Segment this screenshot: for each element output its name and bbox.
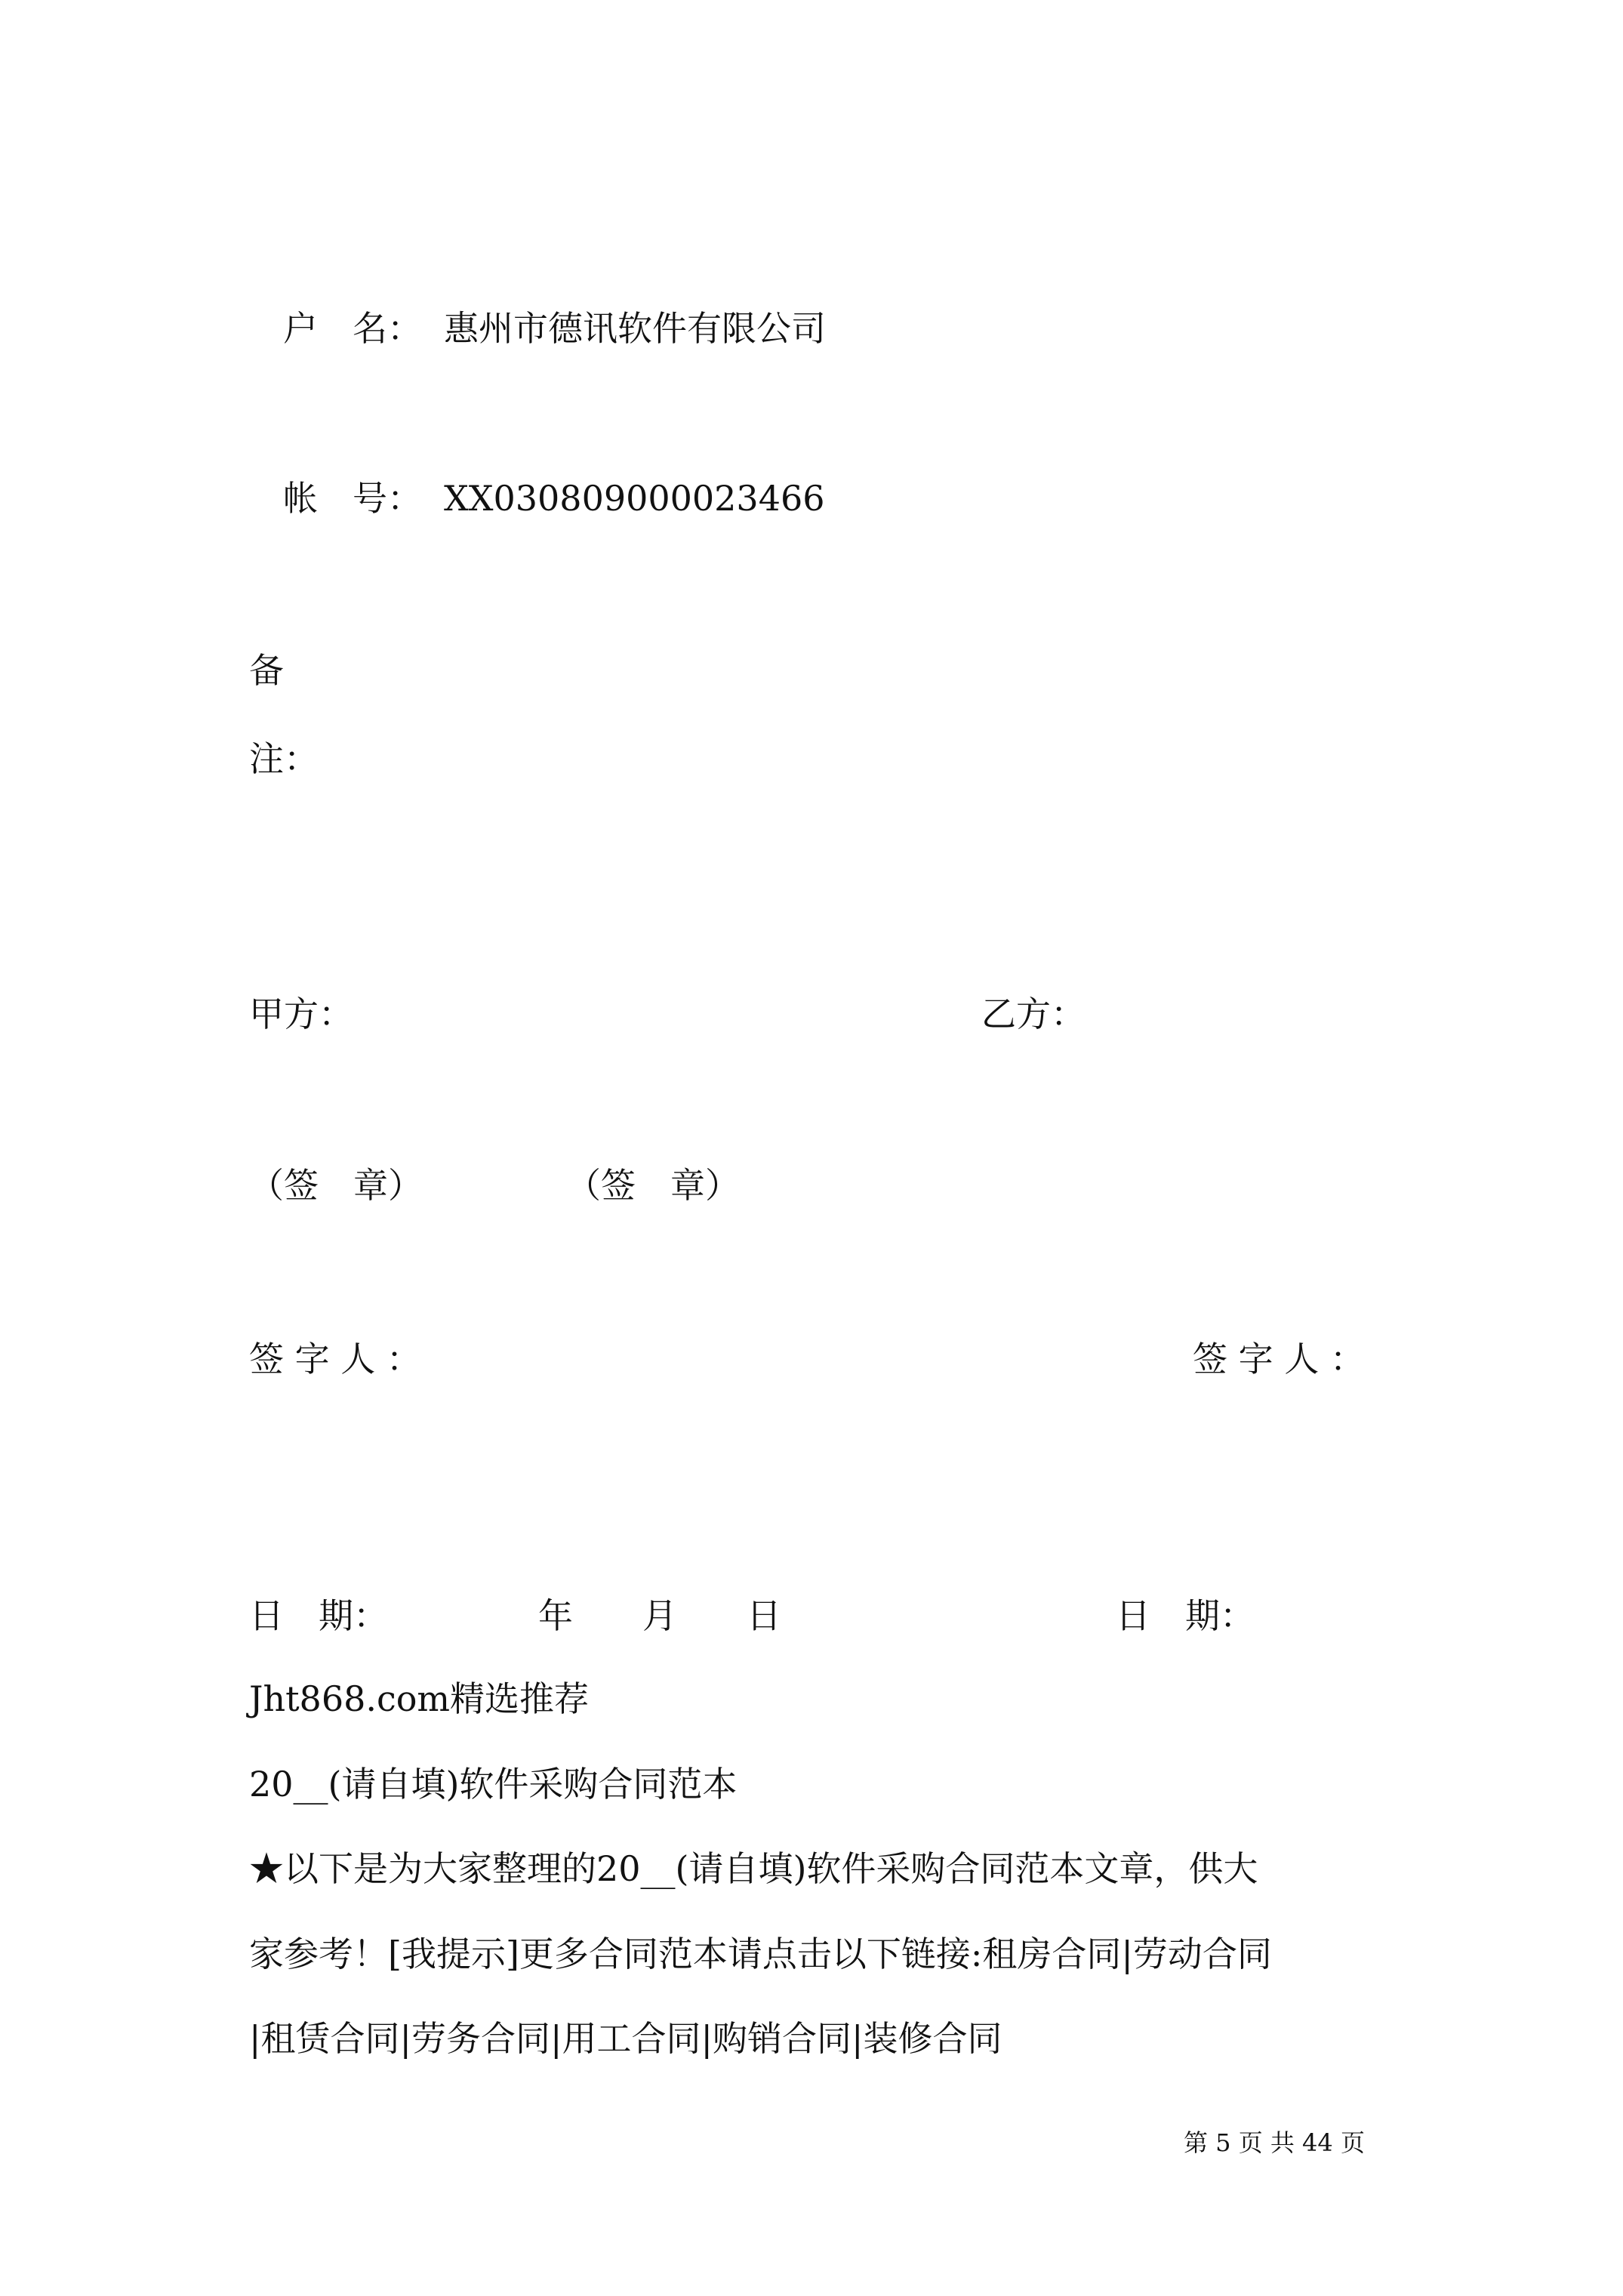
signer-b: 签 字 人 ： (1193, 1339, 1365, 1379)
recommend-site: Jht868.com精选推荐 (249, 1678, 590, 1719)
remarks-char-1: 备 (249, 650, 284, 691)
account-name-label: 户 名： (283, 308, 422, 349)
party-b-label: 乙方： (981, 994, 1086, 1034)
account-name-value: 惠州市德讯软件有限公司 (444, 308, 826, 349)
account-number-label: 帐 号： (283, 478, 422, 519)
party-a-label: 甲方： (249, 994, 353, 1034)
account-number-value: XX030809000023466 (444, 478, 825, 519)
date-fields: 年 月 日 (538, 1595, 781, 1636)
page-footer: 第 5 页 共 44 页 (1184, 2128, 1365, 2157)
recommend-line-3: |租赁合同|劳务合同|用工合同|购销合同|装修合同 (249, 2018, 1002, 2059)
recommend-line-2: 家参考！[我提示]更多合同范本请点击以下链接:租房合同|劳动合同 (249, 1934, 1272, 1974)
date-b-label: 日 期： (1116, 1595, 1255, 1636)
date-a-label: 日 期： (249, 1595, 388, 1636)
seal-b: （签 章） (566, 1165, 740, 1206)
seal-a: （签 章） (249, 1165, 423, 1206)
signer-a: 签 字 人 ： (249, 1339, 421, 1379)
remarks-char-2: 注： (249, 738, 319, 779)
recommend-title: 20__(请自填)软件采购合同范本 (249, 1764, 738, 1804)
recommend-line-1: ★以下是为大家整理的20__(请自填)软件采购合同范本文章，供大 (249, 1848, 1258, 1889)
